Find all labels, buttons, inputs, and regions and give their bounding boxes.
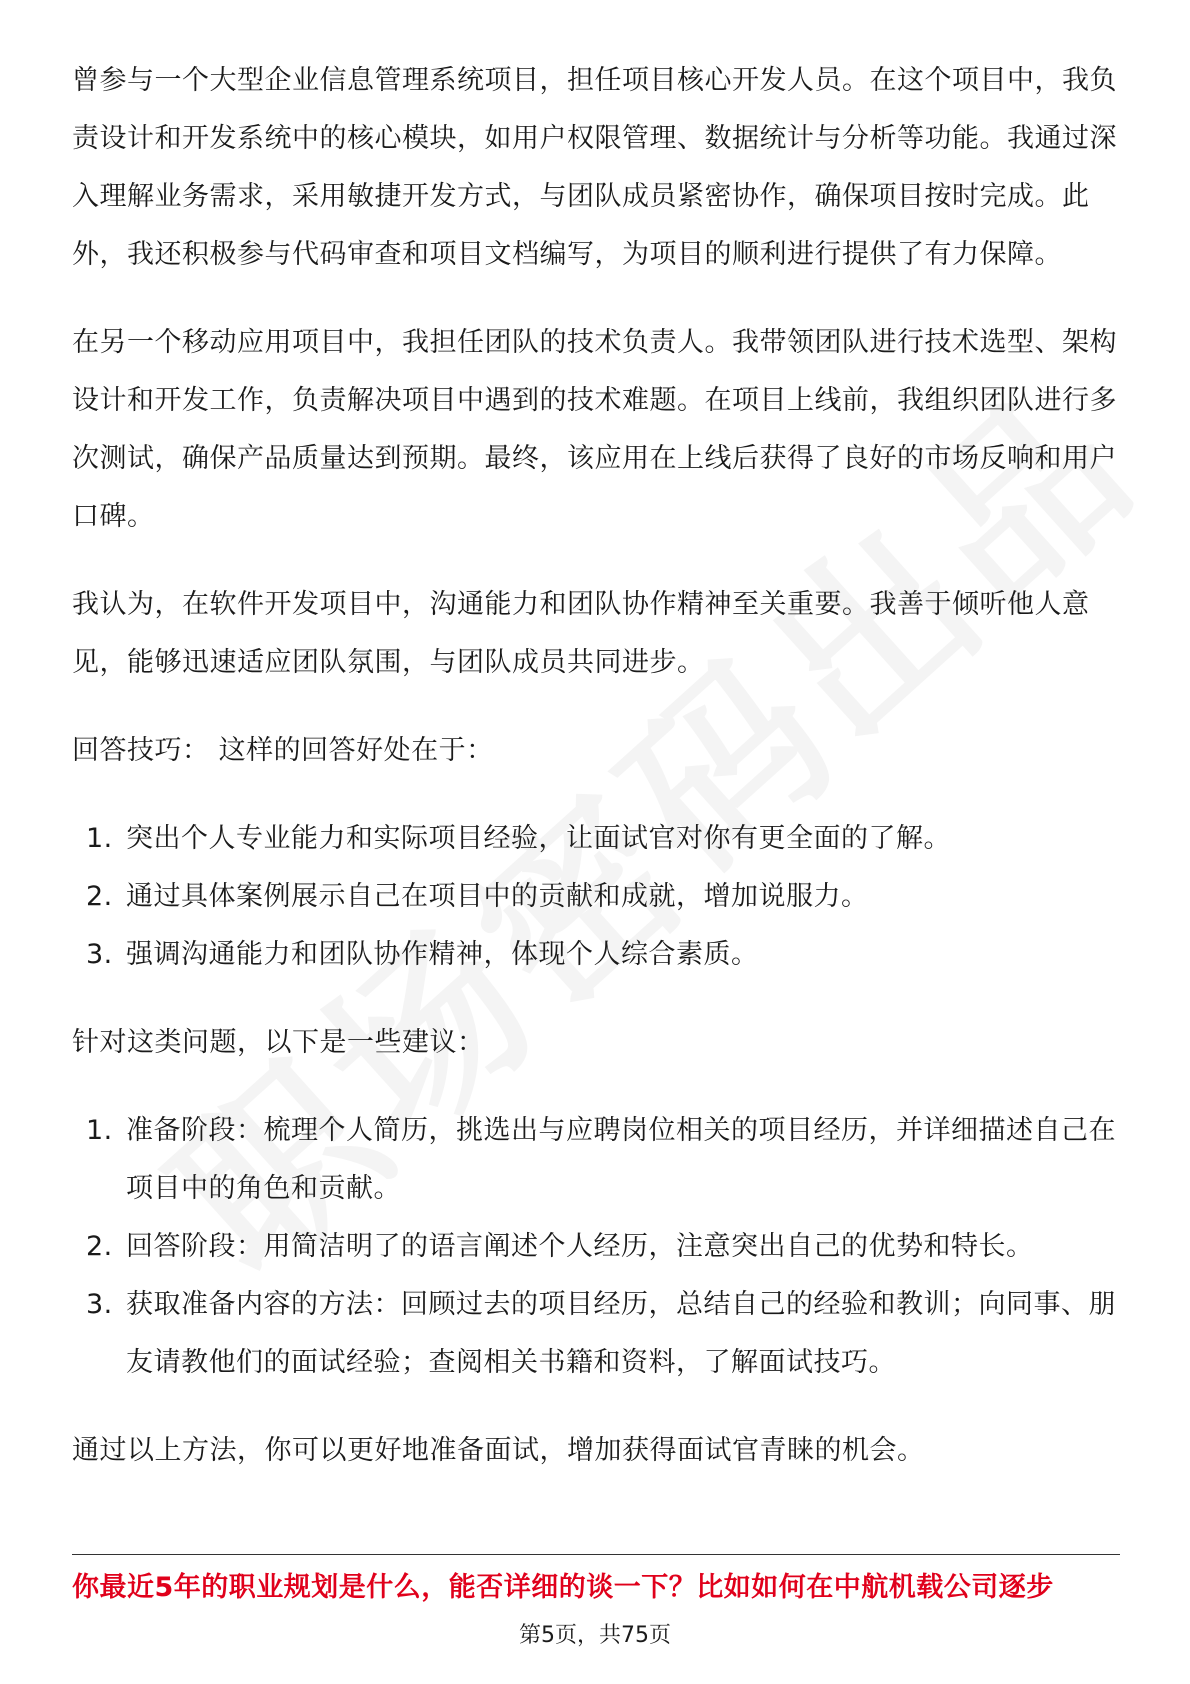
paragraph-project-experience: 曾参与一个大型企业信息管理系统项目，担任项目核心开发人员。在这个项目中，我负责设计和开发系统中的核心模块，如用户权限管理、数据统计与分析等功能。我通过深入理解业务需求，采用敏捷开发方式，与团队成员紧密协作，确保项目按时完成。此外，我还积极参与代码审查和项目文档编写，为项目的顺利进行提供了有力保障。	[72, 65, 1117, 270]
advice-list	[72, 1102, 1120, 1392]
list-item	[72, 810, 1120, 868]
list-item	[72, 1218, 1120, 1276]
list-number: 1.	[86, 823, 113, 854]
paragraph-mobile-app: 在另一个移动应用项目中，我担任团队的技术负责人。我带领团队进行技术选型、架构设计和开发工作，负责解决项目中遇到的技术难题。在项目上线前，我组织团队进行多次测试，确保产品质量达到预期。最终，该应用在上线后获得了良好的市场反响和用户口碑。	[72, 327, 1117, 532]
closing-paragraph: 通过以上方法，你可以更好地准备面试，增加获得面试官青睐的机会。	[72, 1435, 925, 1466]
list-number: 1.	[86, 1115, 113, 1146]
list-number: 2.	[86, 881, 113, 912]
list-item	[72, 1102, 1120, 1218]
next-question-heading: 你最近5年的职业规划是什么，能否详细的谈一下？比如如何在中航机载公司逐步	[72, 1572, 1054, 1603]
list-item-text: 回答阶段：用简洁明了的语言阐述个人经历，注意突出自己的优势和特长。	[126, 1231, 1034, 1262]
advice-heading: 针对这类问题，以下是一些建议：	[72, 1027, 485, 1058]
list-item-text: 强调沟通能力和团队协作精神，体现个人综合素质。	[126, 939, 759, 970]
tips-heading: 回答技巧： 这样的回答好处在于：	[72, 735, 494, 766]
list-item	[72, 1276, 1120, 1392]
page-number: 第5页，共75页	[519, 1623, 671, 1648]
paragraph-teamwork: 我认为，在软件开发项目中，沟通能力和团队协作精神至关重要。我善于倾听他人意见，能够迅速适应团队氛围，与团队成员共同进步。	[72, 589, 1090, 678]
list-item-text: 突出个人专业能力和实际项目经验，让面试官对你有更全面的了解。	[126, 823, 951, 854]
list-item-text: 通过具体案例展示自己在项目中的贡献和成就，增加说服力。	[126, 881, 869, 912]
list-item	[72, 868, 1120, 926]
footer-divider	[72, 1554, 1120, 1555]
list-item-text: 获取准备内容的方法：回顾过去的项目经历，总结自己的经验和教训；向同事、朋友请教他们的面试经验；查阅相关书籍和资料，了解面试技巧。	[126, 1289, 1116, 1378]
list-number: 2.	[86, 1231, 113, 1262]
list-item	[72, 926, 1120, 984]
tips-list	[72, 810, 1120, 984]
list-item-text: 准备阶段：梳理个人简历，挑选出与应聘岗位相关的项目经历，并详细描述自己在项目中的角色和贡献。	[126, 1115, 1116, 1204]
page-content	[72, 52, 1120, 1510]
list-number: 3.	[86, 1289, 113, 1320]
list-number: 3.	[86, 939, 113, 970]
